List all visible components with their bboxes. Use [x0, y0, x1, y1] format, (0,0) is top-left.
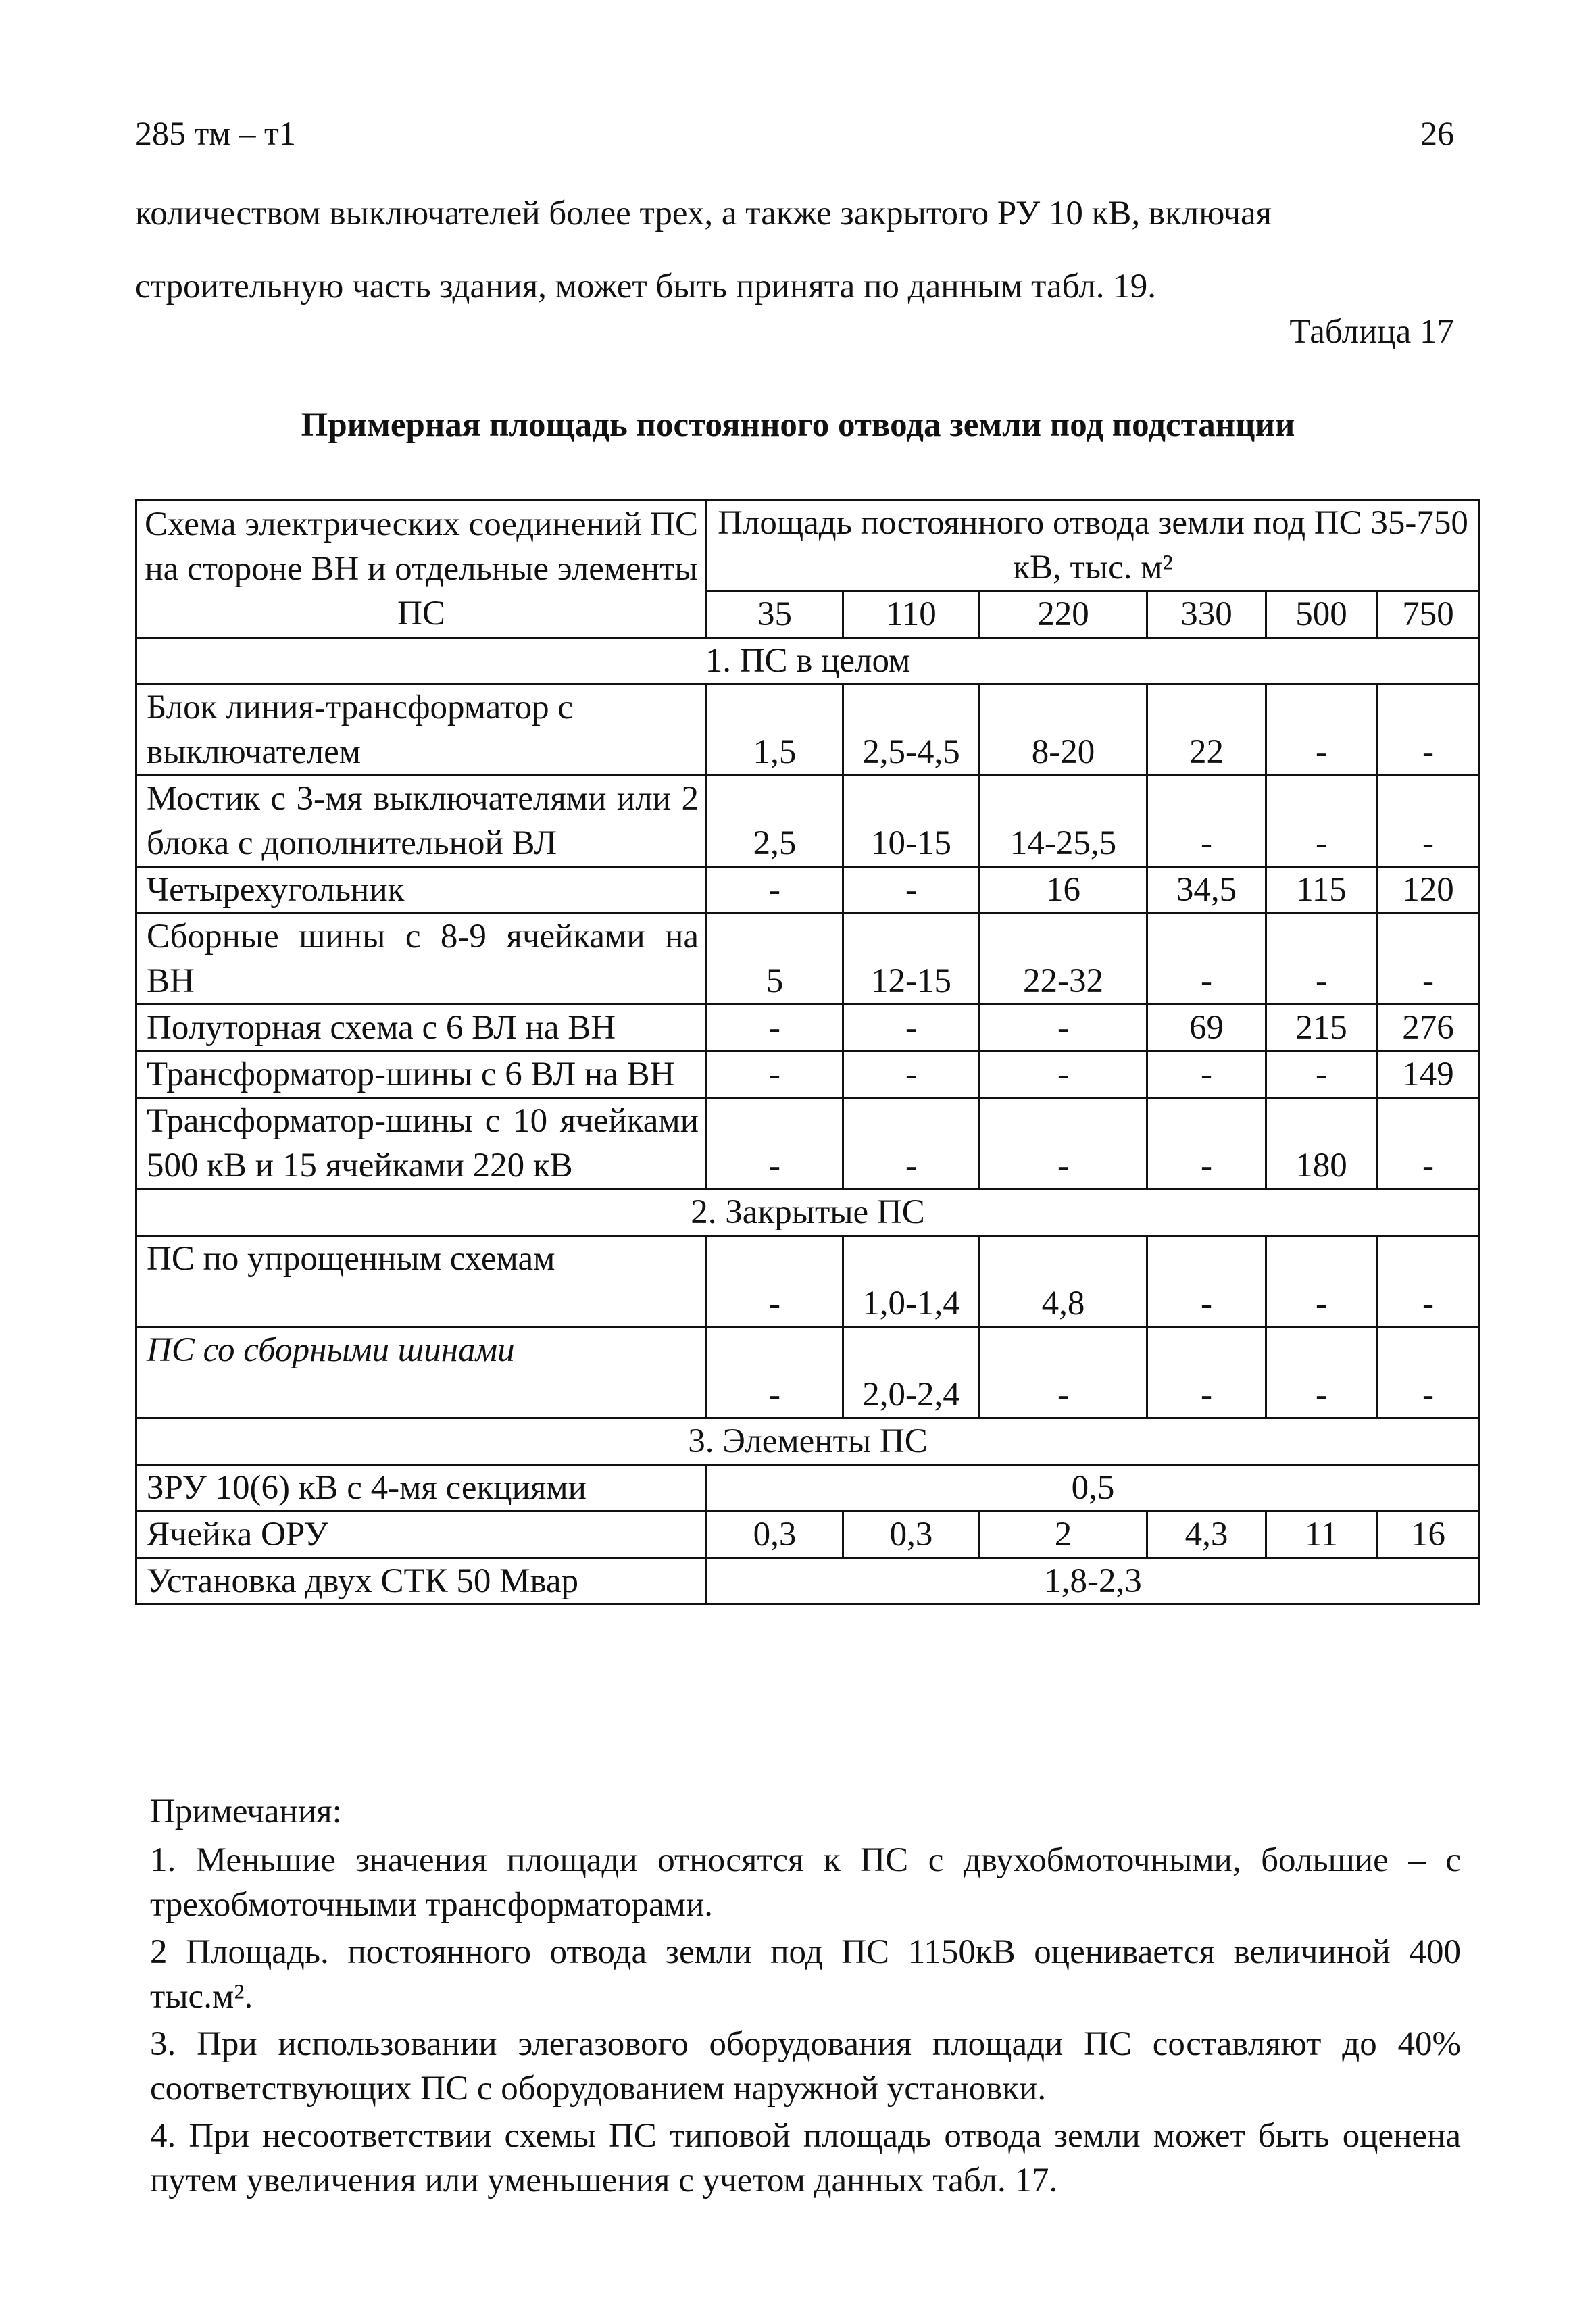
intro-line-1: количеством выключателей более трех, а также закрытого РУ 10 кВ, включая	[135, 195, 1272, 232]
value-cell: -	[1377, 776, 1480, 867]
value-cell: 120	[1377, 867, 1480, 914]
value-cell: -	[1377, 1098, 1480, 1189]
row-label: Блок линия-трансформатор с выключателем	[136, 684, 707, 776]
value-cell: 5	[707, 914, 843, 1005]
notes-title: Примечания:	[150, 1793, 342, 1831]
value-cell: 180	[1266, 1098, 1377, 1189]
table-row	[136, 1051, 1480, 1098]
row-label: Трансформатор-шины с 10 ячейками 500 кВ и 15 ячейками 220 кВ	[136, 1098, 707, 1189]
value-cell: -	[1266, 1327, 1377, 1418]
voltage-header-cell: 750	[1377, 591, 1480, 638]
value-cell: -	[1377, 914, 1480, 1005]
value-cell: 16	[1377, 1512, 1480, 1558]
value-cell: -	[843, 1005, 980, 1051]
value-cell: -	[707, 1327, 843, 1418]
table-row	[136, 1005, 1480, 1051]
value-cell: -	[980, 1005, 1147, 1051]
section-title: 2. Закрытые ПС	[136, 1189, 1480, 1236]
value-cell: -	[980, 1327, 1147, 1418]
row-label: Четырехугольник	[136, 867, 707, 914]
row-label: ЗРУ 10(6) кВ с 4-мя секциями	[136, 1465, 707, 1512]
row-label: Ячейка ОРУ	[136, 1512, 707, 1558]
value-cell: 12-15	[843, 914, 980, 1005]
table-row	[136, 1098, 1480, 1189]
value-cell: -	[1147, 914, 1266, 1005]
value-cell: -	[1266, 684, 1377, 776]
value-cell: -	[980, 1051, 1147, 1098]
voltage-header-cell: 220	[980, 591, 1147, 638]
table-header-row	[136, 500, 1480, 591]
land-area-table	[135, 499, 1480, 1605]
value-cell: -	[1147, 1098, 1266, 1189]
value-cell: -	[1147, 1051, 1266, 1098]
table-title: Примерная площадь постоянного отвода земли под подстанции	[301, 406, 1295, 444]
section-row	[136, 1189, 1480, 1236]
value-cell: -	[980, 1098, 1147, 1189]
value-cell: 8-20	[980, 684, 1147, 776]
table-row	[136, 684, 1480, 776]
table-row	[136, 1465, 1480, 1512]
value-cell: -	[1266, 776, 1377, 867]
table-row	[136, 1236, 1480, 1327]
section-row	[136, 638, 1480, 684]
value-cell: 2,5	[707, 776, 843, 867]
value-cell: 69	[1147, 1005, 1266, 1051]
value-cell: -	[1377, 684, 1480, 776]
value-cell: 0,5	[707, 1465, 1480, 1512]
value-cell: 16	[980, 867, 1147, 914]
note-item: 4. При несоответствии схемы ПС типовой площадь отвода земли может быть оценена путем увеличения или уменьшения с учетом данных табл. 17.	[150, 2117, 1461, 2199]
row-label: ПС со сборными шинами	[136, 1327, 707, 1418]
value-cell: 1,0-1,4	[843, 1236, 980, 1327]
note-item: 1. Меньшие значения площади относятся к ПС с двухобмоточными, большие – с трехобмоточными трансформаторами.	[150, 1841, 1461, 1924]
page-number: 26	[1420, 114, 1454, 152]
value-cell: 115	[1266, 867, 1377, 914]
voltage-header-cell: 500	[1266, 591, 1377, 638]
note-item: 3. При использовании элегазового оборудования площади ПС составляют до 40% соответствующих ПС с оборудованием наружной установки.	[150, 2025, 1461, 2108]
value-cell: 0,3	[843, 1512, 980, 1558]
row-label: Мостик с 3-мя выключателями или 2 блока с дополнительной ВЛ	[136, 776, 707, 867]
value-cell: 0,3	[707, 1512, 843, 1558]
voltage-header-cell: 330	[1147, 591, 1266, 638]
intro-paragraph	[135, 177, 1461, 323]
value-cell: 22	[1147, 684, 1266, 776]
value-cell: 276	[1377, 1005, 1480, 1051]
section-row	[136, 1418, 1480, 1465]
voltage-header-cell: 35	[707, 591, 843, 638]
value-cell: -	[843, 1051, 980, 1098]
value-cell: 215	[1266, 1005, 1377, 1051]
table-row	[136, 1512, 1480, 1558]
table-label: Таблица 17	[1289, 313, 1454, 351]
note-item: 2 Площадь. постоянного отвода земли под ПС 1150кВ оценивается величиной 400 тыс.м².	[150, 1933, 1461, 2016]
scheme-column-header: Схема электрических соединений ПС на стороне ВН и отдельные элементы ПС	[136, 500, 707, 638]
value-cell: 1,5	[707, 684, 843, 776]
row-label: Сборные шины с 8-9 ячейками на ВН	[136, 914, 707, 1005]
section-title: 3. Элементы ПС	[136, 1418, 1480, 1465]
value-cell: -	[707, 1236, 843, 1327]
value-cell: 4,8	[980, 1236, 1147, 1327]
value-cell: 4,3	[1147, 1512, 1266, 1558]
value-cell: 2,5-4,5	[843, 684, 980, 776]
value-cell: -	[1377, 1236, 1480, 1327]
value-cell: -	[843, 867, 980, 914]
value-cell: -	[1377, 1327, 1480, 1418]
value-cell: 10-15	[843, 776, 980, 867]
value-cell: 11	[1266, 1512, 1377, 1558]
table-row	[136, 776, 1480, 867]
value-cell: -	[1147, 1236, 1266, 1327]
notes-block	[150, 1789, 1461, 2206]
table-row	[136, 914, 1480, 1005]
value-cell: 149	[1377, 1051, 1480, 1098]
value-cell: -	[1147, 1327, 1266, 1418]
value-cell: -	[1266, 914, 1377, 1005]
table-row	[136, 1558, 1480, 1605]
document-code: 285 тм – т1	[135, 114, 296, 152]
value-cell: -	[707, 867, 843, 914]
value-cell: -	[707, 1051, 843, 1098]
row-label: ПС по упрощенным схемам	[136, 1236, 707, 1327]
area-column-header: Площадь постоянного отвода земли под ПС 35-750 кВ, тыс. м²	[707, 500, 1480, 591]
value-cell: -	[1147, 776, 1266, 867]
value-cell: 2	[980, 1512, 1147, 1558]
table-row	[136, 867, 1480, 914]
value-cell: -	[843, 1098, 980, 1189]
value-cell: -	[707, 1098, 843, 1189]
value-cell: 2,0-2,4	[843, 1327, 980, 1418]
value-cell: -	[1266, 1236, 1377, 1327]
voltage-header-cell: 110	[843, 591, 980, 638]
value-cell: -	[1266, 1051, 1377, 1098]
value-cell: -	[707, 1005, 843, 1051]
table-row	[136, 1327, 1480, 1418]
row-label: Полуторная схема с 6 ВЛ на ВН	[136, 1005, 707, 1051]
row-label: Установка двух СТК 50 Мвар	[136, 1558, 707, 1605]
value-cell: 34,5	[1147, 867, 1266, 914]
value-cell: 1,8-2,3	[707, 1558, 1480, 1605]
value-cell: 14-25,5	[980, 776, 1147, 867]
value-cell: 22-32	[980, 914, 1147, 1005]
intro-line-2: строительную часть здания, может быть принята по данным табл. 19.	[135, 268, 1156, 305]
section-title: 1. ПС в целом	[136, 638, 1480, 684]
row-label: Трансформатор-шины с 6 ВЛ на ВН	[136, 1051, 707, 1098]
